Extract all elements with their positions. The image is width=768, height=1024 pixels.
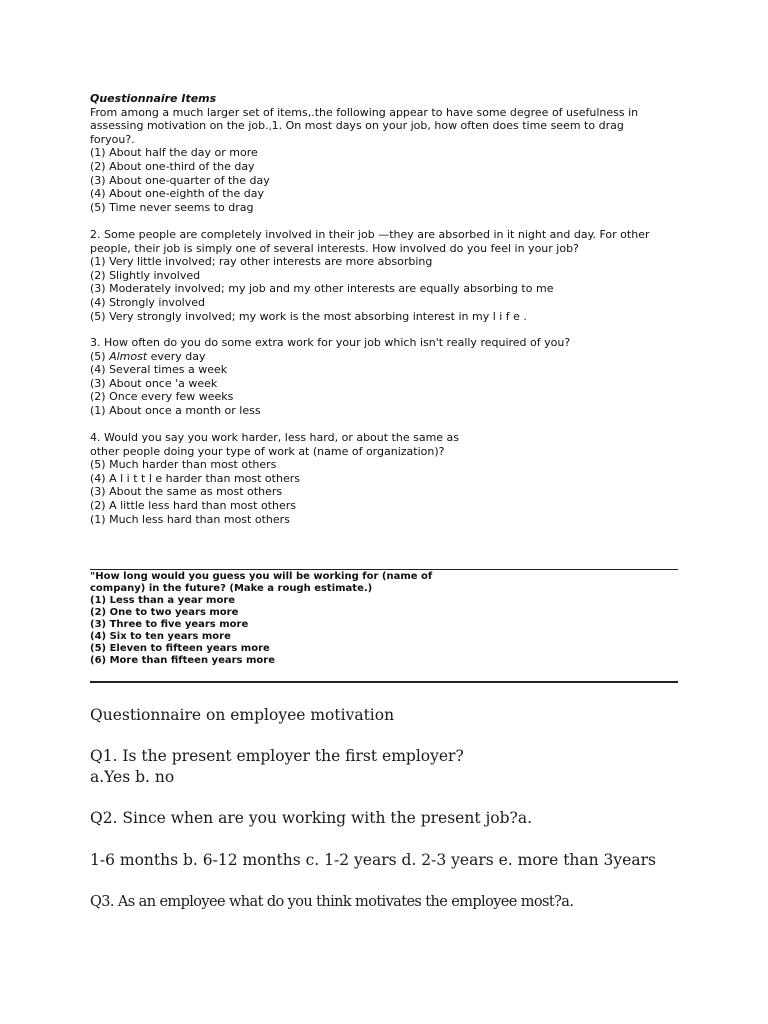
divider-top [90,569,678,570]
q3-option-italic: Almost [109,349,148,363]
employee-motivation-title: Questionnaire on employee motivation [90,706,395,724]
q3-option-suffix: every day [147,349,206,363]
question-4-block [90,431,680,526]
intro-line: assessing motivation on the job.ˌ1. On most days on your job, how often does time seem to drag [90,119,624,133]
q3-option: (1) About once a month or less [90,403,261,417]
duration-option: (3) Three to five years more [90,619,249,630]
q3-option [90,350,680,364]
duration-option: (1) Less than a year more [90,595,236,606]
q1-option: (1) About half the day or more [90,146,258,160]
duration-line: "How long would you guess you will be working for (name of [90,571,433,582]
duration-option: (4) Six to ten years more [90,631,231,642]
duration-option: (5) Eleven to fifteen years more [90,643,270,654]
working-duration-section [90,571,680,667]
q2-option: (5) Very strongly involved; my work is the most absorbing interest in my l i f e . [90,309,527,323]
question-3-block [90,336,680,418]
q3-option: (2) Once every few weeks [90,390,234,404]
q1-option: (5) Time never seems to drag [90,200,254,214]
questionnaire-items-section [90,92,680,214]
q4-line: 4. Would you say you work harder, less hard, or about the same as [90,431,460,444]
q2-option: (2) Slightly involved [90,268,201,282]
q4-option: (3) About the same as most others [90,485,283,499]
q4-option: (2) A little less hard than most others [90,498,296,512]
question-q1: Q1. Is the present employer the first employer? [90,747,464,765]
q1-option: (4) About one-eighth of the day [90,187,264,201]
q1-option: (2) About one-third of the day [90,159,255,173]
q4-option: (5) Much harder than most others [90,458,277,472]
q2-line: people, their job is simply one of several interests. How involved do you feel in your job? [90,241,579,255]
intro-line: From among a much larger set of items,.the following appear to have some degree of usefulness in [90,105,639,119]
q3-option: (4) Several times a week [90,363,228,377]
q2-option: (3) Moderately involved; my job and my other interests are equally absorbing to me [90,282,554,296]
intro-line: foryou?. [90,132,135,146]
duration-option: (6) More than fifteen years more [90,655,275,666]
q2-option: (1) Very little involved; ray other interests are more absorbing [90,255,433,269]
section-heading: Questionnaire Items [90,92,217,105]
duration-line: company) in the future? (Make a rough estimate.) [90,583,373,594]
question-2-block [90,228,680,323]
q4-option: (4) A l i t t l e harder than most others [90,471,300,485]
question-q1-answer: a.Yes b. no [90,768,175,786]
q3-question: 3. How often do you do some extra work for your job which isn't really required of you? [90,336,571,349]
q4-option: (1) Much less hard than most others [90,512,290,526]
question-q2: Q2. Since when are you working with the present job?a. [90,809,533,827]
question-q3: Q3. As an employee what do you think motivates the employee most?a. [90,894,574,910]
q2-line: 2. Some people are completely involved in their job —they are absorbed in it night and day. For other [90,228,650,241]
q4-line: other people doing your type of work at (name of organization)? [90,444,445,458]
q2-option: (4) Strongly involved [90,295,205,309]
question-q2-options: 1-6 months b. 6-12 months c. 1-2 years d. 2-3 years e. more than 3years [90,851,656,869]
q3-option: (3) About once 'a week [90,376,218,390]
q3-option-prefix: (5) [90,349,110,363]
divider-bottom [90,681,678,683]
q1-option: (3) About one-quarter of the day [90,173,270,187]
duration-option: (2) One to two years more [90,607,239,618]
